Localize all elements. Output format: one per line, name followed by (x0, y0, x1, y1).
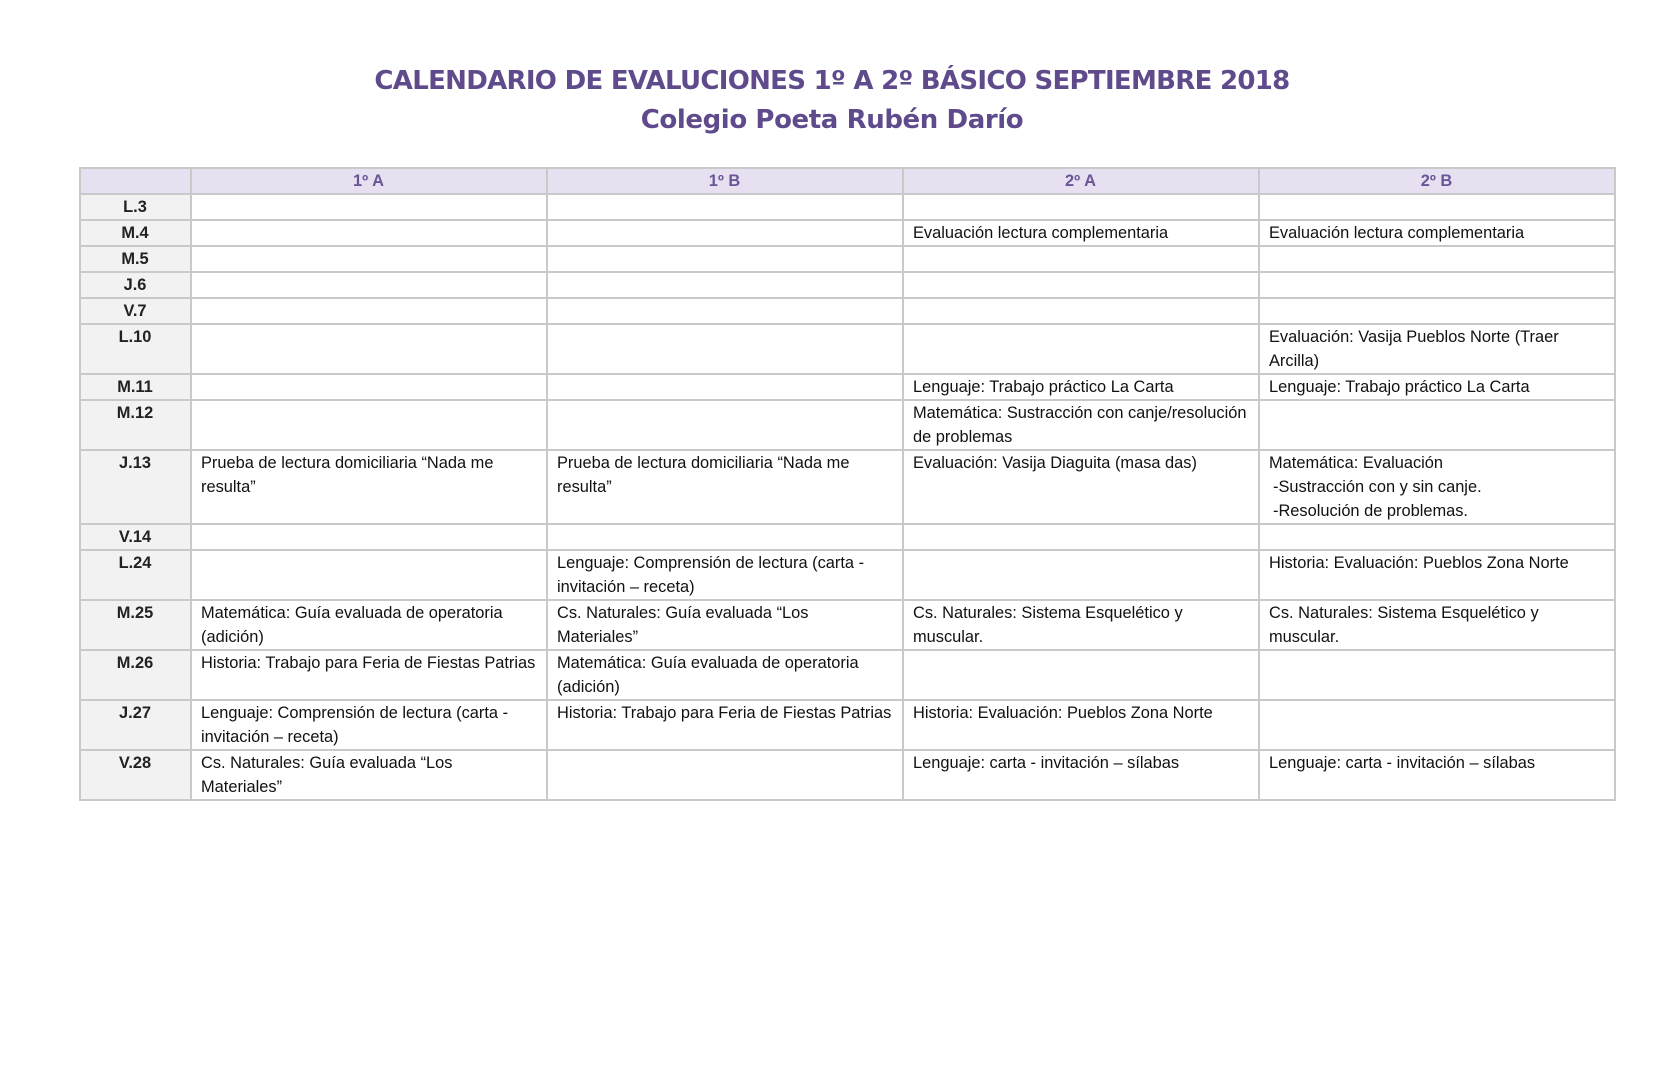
evaluation-text (1269, 299, 1604, 323)
cell-2b (1259, 298, 1615, 324)
evaluation-text (913, 525, 1248, 549)
cell-1b (547, 450, 903, 524)
header-2a: 2º A (903, 168, 1259, 194)
cell-1a (191, 194, 547, 220)
evaluation-text: Evaluación: Vasija Diaguita (masa das) (913, 454, 1197, 472)
evaluation-text: Historia: Evaluación: Pueblos Zona Norte (913, 704, 1213, 722)
cell-2b (1259, 550, 1615, 600)
cell-1a (191, 750, 547, 800)
cell-1b (547, 750, 903, 800)
evaluation-text (557, 751, 892, 775)
evaluation-text (1269, 651, 1604, 675)
evaluation-text: Prueba de lectura domiciliaria “Nada me resulta” (557, 454, 850, 496)
cell-1a (191, 600, 547, 650)
day-label: V.28 (80, 750, 191, 800)
day-label: M.26 (80, 650, 191, 700)
cell-1b (547, 600, 903, 650)
evaluation-text: Lenguaje: Trabajo práctico La Carta (913, 378, 1174, 396)
cell-1a (191, 246, 547, 272)
cell-2a (903, 220, 1259, 246)
evaluation-text (201, 525, 536, 549)
evaluation-text (557, 221, 892, 245)
table-row (80, 450, 1615, 524)
evaluation-text: Historia: Trabajo para Feria de Fiestas Patrias (557, 704, 892, 722)
day-label: M.4 (80, 220, 191, 246)
evaluation-text (557, 375, 892, 399)
cell-2a (903, 550, 1259, 600)
document-header (0, 62, 1664, 140)
cell-2b (1259, 650, 1615, 700)
evaluation-text: Lenguaje: Comprensión de lectura (carta - invitación – receta) (557, 554, 865, 596)
evaluation-calendar-table (79, 167, 1616, 801)
day-label: J.27 (80, 700, 191, 750)
cell-1b (547, 700, 903, 750)
evaluation-text: -Sustracción con y sin canje. (1273, 478, 1482, 496)
evaluation-text: Cs. Naturales: Guía evaluada “Los Materiales” (201, 754, 453, 796)
day-label: J.6 (80, 272, 191, 298)
evaluation-text: Historia: Evaluación: Pueblos Zona Norte (1269, 554, 1569, 572)
cell-2b (1259, 450, 1615, 524)
evaluation-text (201, 195, 536, 219)
cell-2a (903, 400, 1259, 450)
cell-1b (547, 298, 903, 324)
evaluation-text (557, 247, 892, 271)
evaluation-text (557, 325, 892, 349)
evaluation-text (1269, 247, 1604, 271)
cell-2b (1259, 400, 1615, 450)
evaluation-text: Historia: Trabajo para Feria de Fiestas Patrias (201, 654, 536, 672)
evaluation-text: Cs. Naturales: Sistema Esquelético y muscular. (1269, 604, 1539, 646)
day-label: M.12 (80, 400, 191, 450)
cell-2a (903, 750, 1259, 800)
evaluation-text (1269, 701, 1604, 725)
day-label: V.14 (80, 524, 191, 550)
day-label: L.3 (80, 194, 191, 220)
cell-1b (547, 550, 903, 600)
cell-1b (547, 374, 903, 400)
table-row (80, 324, 1615, 374)
cell-1b (547, 246, 903, 272)
table-row (80, 550, 1615, 600)
cell-2b (1259, 700, 1615, 750)
cell-1a (191, 524, 547, 550)
cell-1a (191, 400, 547, 450)
evaluation-text (913, 299, 1248, 323)
day-label: L.24 (80, 550, 191, 600)
cell-2b (1259, 324, 1615, 374)
evaluation-text: Evaluación lectura complementaria (1269, 224, 1525, 242)
evaluation-text (913, 273, 1248, 297)
table-row (80, 600, 1615, 650)
evaluation-text (1269, 273, 1604, 297)
table-row (80, 298, 1615, 324)
evaluation-text: Lenguaje: carta - invitación – sílabas (1269, 754, 1536, 772)
evaluation-text (201, 221, 536, 245)
evaluation-text (1269, 195, 1604, 219)
cell-2b (1259, 524, 1615, 550)
evaluation-text (201, 299, 536, 323)
cell-1a (191, 272, 547, 298)
table-row (80, 246, 1615, 272)
cell-1b (547, 194, 903, 220)
day-label: V.7 (80, 298, 191, 324)
evaluation-text: -Resolución de problemas. (1273, 502, 1468, 520)
header-1a: 1º A (191, 168, 547, 194)
evaluation-text (1269, 401, 1604, 425)
evaluation-text (1269, 525, 1604, 549)
evaluation-text: Cs. Naturales: Sistema Esquelético y muscular. (913, 604, 1183, 646)
cell-1a (191, 220, 547, 246)
table-row (80, 374, 1615, 400)
table-row (80, 700, 1615, 750)
evaluation-text: Evaluación: Vasija Pueblos Norte (Traer Arcilla) (1269, 328, 1559, 370)
cell-1b (547, 650, 903, 700)
school-name: Colegio Poeta Rubén Darío (640, 105, 1024, 135)
day-label: M.11 (80, 374, 191, 400)
evaluation-text (201, 247, 536, 271)
table-row (80, 400, 1615, 450)
evaluation-text (913, 195, 1248, 219)
evaluation-text (201, 273, 536, 297)
document-title: CALENDARIO DE EVALUCIONES 1º A 2º BÁSICO SEPTIEMBRE 2018 (374, 66, 1290, 96)
evaluation-text: Matemática: Sustracción con canje/resolución de problemas (913, 404, 1247, 446)
evaluation-text (201, 325, 536, 349)
evaluation-text: Evaluación lectura complementaria (913, 224, 1169, 242)
evaluation-text: Lenguaje: Comprensión de lectura (carta - invitación – receta) (201, 704, 509, 746)
cell-1b (547, 400, 903, 450)
cell-2a (903, 600, 1259, 650)
day-label: M.25 (80, 600, 191, 650)
table-row (80, 524, 1615, 550)
cell-1b (547, 220, 903, 246)
evaluation-text: Matemática: Guía evaluada de operatoria (adición) (557, 654, 859, 696)
cell-1b (547, 524, 903, 550)
evaluation-text (557, 525, 892, 549)
cell-2b (1259, 600, 1615, 650)
table-row (80, 194, 1615, 220)
header-2b: 2º B (1259, 168, 1615, 194)
evaluation-text (913, 651, 1248, 675)
cell-2b (1259, 246, 1615, 272)
cell-2b (1259, 194, 1615, 220)
cell-1a (191, 650, 547, 700)
evaluation-text: Matemática: Guía evaluada de operatoria (adición) (201, 604, 503, 646)
cell-2a (903, 298, 1259, 324)
cell-2a (903, 700, 1259, 750)
cell-1a (191, 700, 547, 750)
cell-2a (903, 194, 1259, 220)
cell-2b (1259, 374, 1615, 400)
cell-1a (191, 298, 547, 324)
header-1b: 1º B (547, 168, 903, 194)
cell-2a (903, 450, 1259, 524)
cell-1b (547, 324, 903, 374)
evaluation-text: Prueba de lectura domiciliaria “Nada me resulta” (201, 454, 494, 496)
cell-2a (903, 272, 1259, 298)
evaluation-text: Lenguaje: Trabajo práctico La Carta (1269, 378, 1530, 396)
cell-2a (903, 374, 1259, 400)
cell-1b (547, 272, 903, 298)
table-header-row (80, 168, 1615, 194)
evaluation-text (913, 551, 1248, 575)
cell-1a (191, 450, 547, 524)
cell-2a (903, 650, 1259, 700)
cell-2b (1259, 220, 1615, 246)
evaluation-text: Cs. Naturales: Guía evaluada “Los Materiales” (557, 604, 809, 646)
evaluation-text (557, 273, 892, 297)
evaluation-text: Matemática: Evaluación (1269, 454, 1444, 472)
evaluation-text (913, 247, 1248, 271)
evaluation-text (557, 195, 892, 219)
table-row (80, 650, 1615, 700)
evaluation-text (201, 401, 536, 425)
evaluation-text (557, 299, 892, 323)
cell-2b (1259, 750, 1615, 800)
header-day (80, 168, 191, 194)
evaluation-text (557, 401, 892, 425)
cell-2a (903, 524, 1259, 550)
evaluation-text (201, 551, 536, 575)
cell-2b (1259, 272, 1615, 298)
evaluation-text (201, 375, 536, 399)
evaluation-text (913, 325, 1248, 349)
cell-1a (191, 550, 547, 600)
cell-1a (191, 324, 547, 374)
table-row (80, 272, 1615, 298)
cell-2a (903, 246, 1259, 272)
table-row (80, 220, 1615, 246)
table-row (80, 750, 1615, 800)
cell-1a (191, 374, 547, 400)
evaluation-text: Lenguaje: carta - invitación – sílabas (913, 754, 1180, 772)
day-label: L.10 (80, 324, 191, 374)
day-label: M.5 (80, 246, 191, 272)
cell-2a (903, 324, 1259, 374)
day-label: J.13 (80, 450, 191, 524)
